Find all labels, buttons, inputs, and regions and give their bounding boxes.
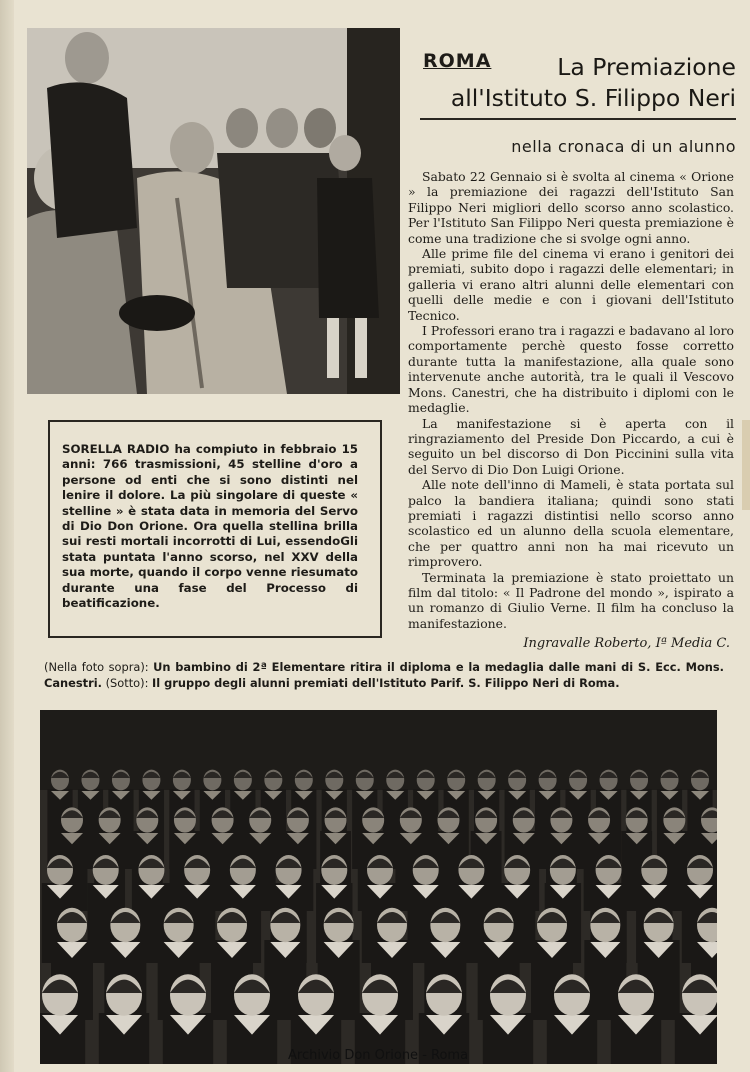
- photo-group-students: [40, 710, 717, 1064]
- article-subtitle: nella cronaca di un alunno: [511, 137, 736, 156]
- article-body: [408, 169, 734, 631]
- photo-award-ceremony: [27, 28, 400, 394]
- article-paragraph: I Professori erano tra i ragazzi e badavano al loro comportamente perchè questo fosse corretto durante tutta la manifestazione, alla quale sono intervenute anche autorità, tra le quali il Vescovo Mons. Canestri, che ha distribuito i diplomi con le medaglie.: [408, 323, 734, 416]
- article-signature: Ingravalle Roberto, Iª Media C.: [523, 636, 730, 651]
- article-paragraph: Alle note dell'inno di Mameli, è stata portata sul palco la bandiera italiana; quindi sono stati premiati i ragazzi distintisi nello scorso anno scolastico ed un alunno della scuola elementare, che per quattro anni non ha mai ricevuto un rimprovero.: [408, 477, 734, 570]
- caption-part: Un bambino di 2ª Elementare ritira il diploma e la medaglia dalle mani di S. Ecc. Mons. Canestri.: [44, 660, 724, 690]
- article-paragraph: Alle prime file del cinema vi erano i genitori dei premiati, subito dopo i ragazzi delle elementari; in galleria vi erano altri alunni delle elementari con quelli delle medie e con i giovani dell'Istituto Tecnico.: [408, 246, 734, 323]
- city-label: ROMA: [423, 50, 492, 72]
- article-paragraph: Terminata la premiazione è stato proiettato un film dal titolo: « Il Padrone del mondo », ispirato a un romanzo di Giulio Verne. Il film ha concluso la manifestazione.: [408, 569, 734, 631]
- article-paragraph: La manifestazione si è aperta con il ringraziamento del Preside Don Piccardo, a cui è seguito un bel discorso di Don Piccinini sulla vita del Servo di Dio Don Luigi Orione.: [408, 415, 734, 477]
- caption-part: Il gruppo degli alunni premiati dell'Istituto Parif. S. Filippo Neri di Roma.: [152, 675, 620, 690]
- article-headline: [426, 52, 736, 114]
- caption-part: (Nella foto sopra):: [44, 660, 154, 674]
- photo-caption: [44, 660, 724, 691]
- caption-part: (Sotto):: [101, 675, 153, 690]
- sidebar-box-text: SORELLA RADIO ha compiuto in febbraio 15 anni: 766 trasmissioni, 45 stelline d'oro a persone od enti che si sono distinti nel lenire il dolore. La più singolare di queste « stelline » è stata data in memoria del Servo di Dio Don Orione. Ora quella stellina brilla sui resti mortali incorrotti di Lui, essendoGli stata puntata l'anno scorso, nel XXV della sua morte, quando il corpo venne riesumato durante una fase del Processo di beatificazione.: [62, 442, 358, 611]
- headline-line-1: La Premiazione: [557, 53, 736, 81]
- archive-watermark: Archivio Don Orione - Roma: [288, 1048, 469, 1063]
- page-tab: [742, 420, 750, 510]
- page-edge: [0, 0, 14, 1072]
- article-paragraph: Sabato 22 Gennaio si è svolta al cinema « Orione » la premiazione dei ragazzi dell'Istituto San Filippo Neri migliori dello scorso anno scolastico. Per l'Istituto San Filippo Neri questa premiazione è come una tradizione che si svolge ogni anno.: [408, 169, 734, 246]
- header-rule: [420, 118, 736, 120]
- headline-line-2: all'Istituto S. Filippo Neri: [450, 84, 736, 112]
